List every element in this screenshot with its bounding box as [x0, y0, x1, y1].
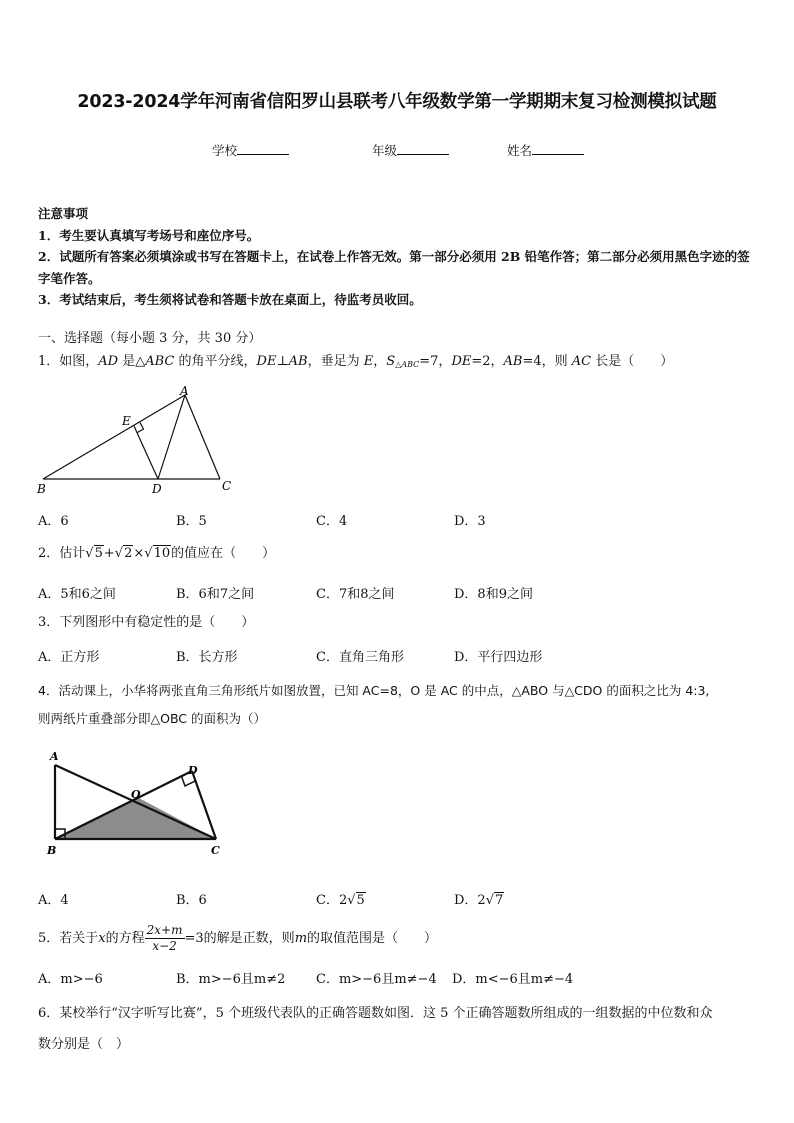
- q4-option-b[interactable]: B．6: [176, 893, 207, 908]
- grade-blank: [397, 142, 449, 155]
- label-o: O: [131, 788, 141, 801]
- section-heading: 一、选择题（每小题 3 分，共 30 分）: [38, 331, 262, 346]
- q1-option-b[interactable]: B．5: [176, 514, 207, 529]
- note-item: 1．考生要认真填写考场号和座位序号。: [38, 227, 260, 243]
- school-field: [212, 141, 289, 159]
- right-angle-mark: [138, 423, 144, 433]
- q5-option-b[interactable]: B．m>−6且m≠2: [176, 972, 286, 987]
- q2-option-c[interactable]: C．7和8之间: [316, 587, 395, 602]
- q4-option-c[interactable]: C．2√5: [316, 893, 365, 908]
- label-d: D: [152, 482, 162, 496]
- q1-option-d[interactable]: D．3: [454, 514, 486, 529]
- question-4: 4．活动课上，小华将两张直角三角形纸片如图放置，已知 AC=8，O 是 AC 的中点，△ABO 与△CDO 的面积之比为 4:3, 则两纸片重叠部分即△OBC 的面积为（）: [38, 683, 710, 726]
- grade-label: 年级: [372, 143, 398, 158]
- q2-option-a[interactable]: A．5和6之间: [38, 587, 116, 602]
- q1-option-c[interactable]: C．4: [316, 514, 348, 529]
- q2-option-b[interactable]: B．6和7之间: [176, 587, 255, 602]
- q3-option-c[interactable]: C．直角三角形: [316, 650, 404, 665]
- label-a: A: [180, 384, 189, 398]
- q4-option-a[interactable]: A．4: [38, 893, 69, 908]
- sqrt-10: √10: [144, 546, 171, 561]
- name-blank: [532, 142, 584, 155]
- q5-option-a[interactable]: A．m>−6: [38, 972, 103, 987]
- grade-field: [372, 141, 449, 159]
- label-c: C: [222, 479, 232, 493]
- label-d: D: [188, 764, 198, 777]
- segment-ad: [158, 395, 185, 479]
- note-item: 3．考试结束后，考生须将试卷和答题卡放在桌面上，待监考员收回。: [38, 292, 422, 307]
- question-1: 1．如图，AD 是△ABC 的角平分线，DE⊥AB，垂足为 E，$S_{\triangle ABC}=7$，DE=2，AB=4，则 AC 长是（ ）: [38, 354, 674, 369]
- label-b: B: [47, 844, 57, 857]
- label-c: C: [211, 844, 220, 857]
- q3-option-a[interactable]: A．正方形: [38, 650, 100, 665]
- segment-ac: [185, 395, 220, 479]
- q1-figure: [30, 383, 245, 498]
- q4-option-d[interactable]: D．2√7: [454, 893, 504, 908]
- sqrt-2: √2: [114, 546, 133, 561]
- name-field: [507, 141, 584, 159]
- q5-option-c[interactable]: C．m>−6且m≠−4: [316, 972, 437, 987]
- student-info-row: [0, 141, 794, 161]
- q5-option-d[interactable]: D．m<−6且m≠−4: [452, 972, 574, 987]
- q4-figure: [40, 746, 230, 861]
- sqrt-5: √5: [85, 546, 103, 561]
- notes-block: [38, 203, 758, 311]
- exam-title: 2023-2024学年河南省信阳罗山县联考八年级数学第一学期期末复习检测模拟试题: [77, 92, 717, 112]
- school-label: 学校: [212, 143, 238, 158]
- sqrt-5: √5: [347, 893, 365, 908]
- label-b: B: [37, 482, 46, 496]
- question-6: 6．某校举行“汉字听写比赛”，5 个班级代表队的正确答题数如图．这 5 个正确答题数所组成的一组数据的中位数和众 数分别是（ ）: [38, 1006, 713, 1052]
- segment-de: [134, 426, 158, 479]
- segment-ba: [43, 395, 185, 479]
- sqrt-7: √7: [485, 893, 504, 908]
- question-5: 5．若关于x的方程 $\frac{2x+m}{x-2}$ =3的解是正数，则m的取值范围是（ ）: [38, 923, 438, 953]
- school-blank: [237, 142, 289, 155]
- name-label: 姓名: [507, 143, 533, 158]
- fraction: $\frac{2x+m}{x-2}$: [146, 923, 183, 953]
- notes-heading: 注意事项: [38, 206, 89, 221]
- label-a: A: [50, 750, 59, 763]
- question-3: 3．下列图形中有稳定性的是（ ）: [38, 615, 255, 630]
- label-e: E: [122, 414, 131, 428]
- q3-option-d[interactable]: D．平行四边形: [454, 650, 543, 665]
- q3-option-b[interactable]: B．长方形: [176, 650, 238, 665]
- question-2: 2．估计√5+√2×√10的值应在（ ）: [38, 543, 758, 565]
- note-item: 2．试题所有答案必须填涂或书写在答题卡上，在试卷上作答无效。第一部分必须用 2B 铅笔作答；第二部分必须用黑色字迹的签字笔作答。: [38, 249, 750, 286]
- q2-option-d[interactable]: D．8和9之间: [454, 587, 533, 602]
- overlap-triangle-obc: [55, 797, 216, 839]
- q1-option-a[interactable]: A．6: [38, 514, 69, 529]
